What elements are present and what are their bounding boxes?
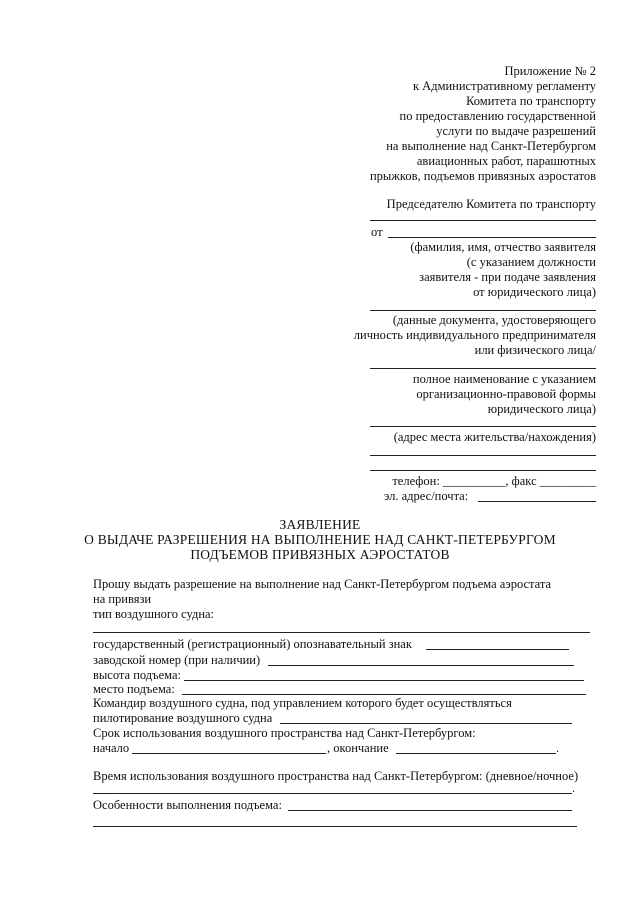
appendix-number: Приложение № 2 bbox=[504, 64, 596, 78]
applicant-hint: заявителя - при подаче заявления bbox=[419, 270, 596, 284]
phone-fax-label: телефон: __________, факс _________ bbox=[392, 474, 596, 488]
address-hint: (адрес места жительства/нахождения) bbox=[393, 430, 596, 444]
period-start-label: начало bbox=[93, 741, 130, 755]
period-end-label: , окончание bbox=[327, 741, 389, 755]
time-of-day-dot: . bbox=[572, 781, 576, 795]
height-field[interactable] bbox=[184, 680, 584, 681]
time-of-day-label: Время использования воздушного пространства над Санкт-Петербургом: (дневное/ночное) bbox=[93, 769, 579, 783]
commander-field[interactable] bbox=[280, 723, 572, 724]
period-end-field[interactable] bbox=[396, 753, 556, 754]
features-extra-line[interactable] bbox=[93, 826, 577, 827]
aircraft-type-field[interactable] bbox=[93, 632, 590, 633]
addressee: Председателю Комитета по транспорту bbox=[386, 197, 596, 211]
applicant-hint: (с указанием должности bbox=[466, 255, 596, 269]
organization-hint: организационно-правовой формы bbox=[416, 387, 596, 401]
document-hint: (данные документа, удостоверяющего bbox=[392, 313, 596, 327]
place-label: место подъема: bbox=[93, 682, 175, 696]
height-label: высота подъема: bbox=[93, 668, 182, 682]
appendix-line: на выполнение над Санкт-Петербургом bbox=[386, 139, 596, 153]
address-blank-line[interactable] bbox=[370, 426, 596, 427]
place-field[interactable] bbox=[182, 694, 586, 695]
document-hint: личность индивидуального предпринимателя bbox=[353, 328, 596, 342]
applicant-hint: от юридического лица) bbox=[473, 285, 596, 299]
period-start-field[interactable] bbox=[132, 753, 326, 754]
appendix-line: прыжков, подъемов привязных аэростатов bbox=[369, 169, 596, 183]
registration-mark-field[interactable] bbox=[426, 649, 569, 650]
appendix-line: услуги по выдаче разрешений bbox=[436, 124, 596, 138]
email-label: эл. адрес/почта: bbox=[384, 489, 469, 503]
serial-number-label: заводской номер (при наличии) bbox=[93, 653, 261, 667]
aircraft-type-label: тип воздушного судна: bbox=[93, 607, 215, 621]
from-blank-line[interactable] bbox=[388, 237, 596, 238]
applicant-hint: (фамилия, имя, отчество заявителя bbox=[410, 240, 596, 254]
appendix-line: авиационных работ, парашютных bbox=[416, 154, 596, 168]
features-label: Особенности выполнения подъема: bbox=[93, 798, 282, 812]
address-extra-line[interactable] bbox=[370, 470, 596, 471]
appendix-line: Комитета по транспорту bbox=[466, 94, 596, 108]
appendix-line: к Административному регламенту bbox=[412, 79, 596, 93]
appendix-line: по предоставлению государственной bbox=[399, 109, 596, 123]
period-end-dot: . bbox=[556, 741, 560, 755]
organization-hint: юридического лица) bbox=[487, 402, 596, 416]
document-subtitle: ПОДЪЕМОВ ПРИВЯЗНЫХ АЭРОСТАТОВ bbox=[190, 547, 450, 562]
registration-mark-label: государственный (регистрационный) опознавательный знак bbox=[93, 637, 412, 651]
document-subtitle: О ВЫДАЧЕ РАЗРЕШЕНИЯ НА ВЫПОЛНЕНИЕ НАД САНКТ-ПЕТЕРБУРГОМ bbox=[84, 532, 556, 547]
commander-label: пилотирование воздушного судна bbox=[93, 711, 273, 725]
request-text: Прошу выдать разрешение на выполнение над Санкт-Петербургом подъема аэростата bbox=[93, 577, 552, 591]
time-of-day-field[interactable] bbox=[93, 793, 572, 794]
addressee-blank-line[interactable] bbox=[370, 220, 596, 221]
document-title: ЗАЯВЛЕНИЕ bbox=[279, 517, 361, 532]
from-label: от bbox=[371, 225, 383, 239]
serial-number-field[interactable] bbox=[268, 665, 574, 666]
document-blank-line[interactable] bbox=[370, 310, 596, 311]
commander-label: Командир воздушного судна, под управлением которого будет осуществляться bbox=[93, 696, 512, 710]
document-hint: или физического лица/ bbox=[474, 343, 596, 357]
features-field[interactable] bbox=[288, 810, 572, 811]
period-label: Срок использования воздушного пространства над Санкт-Петербургом: bbox=[93, 726, 476, 740]
organization-hint: полное наименование с указанием bbox=[412, 372, 596, 386]
email-blank-line[interactable] bbox=[478, 501, 596, 502]
request-text: на привязи bbox=[93, 592, 152, 606]
address-extra-line[interactable] bbox=[370, 455, 596, 456]
organization-blank-line[interactable] bbox=[370, 368, 596, 369]
